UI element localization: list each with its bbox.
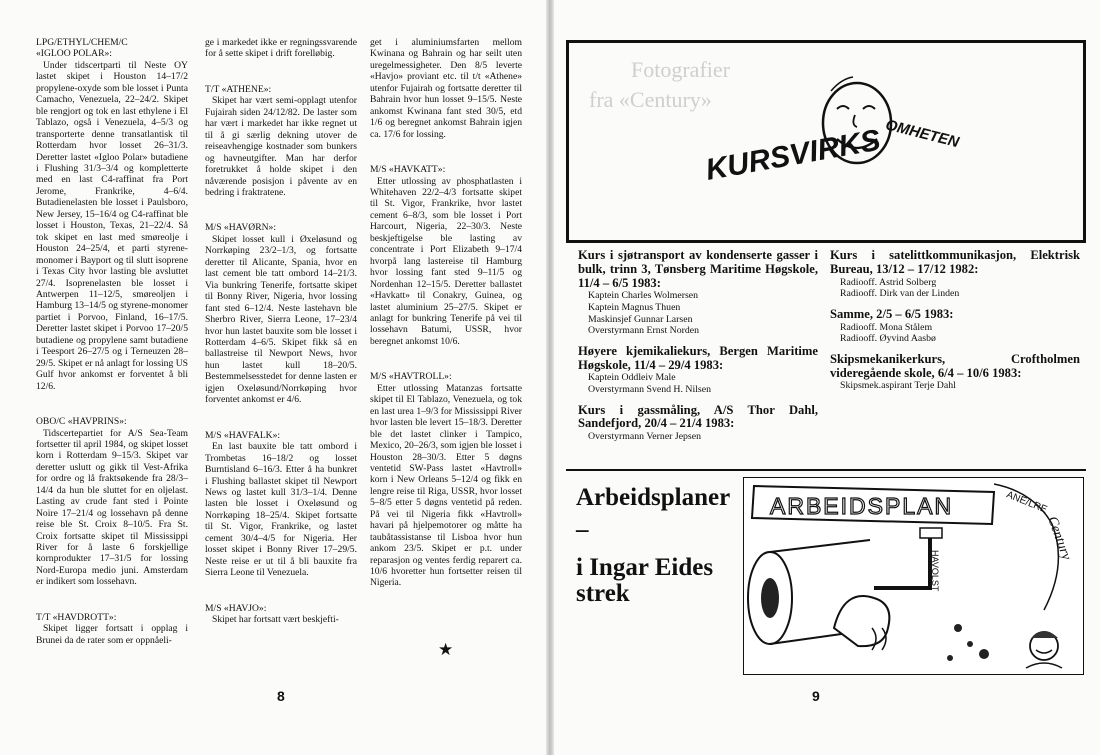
article-body: Etter utlossing av phosphatlasten i Whitehaven 22/2–4/3 fortsatte skipet til St. Vigor, Frankrike, hvor lastet cement 6–8/3, som ble losset i Port Harcourt, Nigeria, 22–30/3. Neste beskjeftigelse ble lasting av concentrate i Port Elizabeth 9–17/4 hvorpå lang lastereise til Hamburg hvor lossing fant sted 9–11/5 og Nordenhan 12–15/5. Deretter ballastet «Havkatt» til Conakry, Guinea, og lastet aluminium 25–27/5. Skipet er anlagt for bunkring Tenerife på vei til lossehavn Batumi, USSR, hvor beregnet ankomst 10/6.	[370, 175, 522, 347]
course-participant: Radiooff. Mona Stålem	[840, 321, 933, 333]
banner-box	[566, 40, 1086, 240]
page-number-right: 9	[812, 688, 820, 704]
kursvirksomheten-logo	[569, 43, 1083, 240]
course-entry	[830, 308, 1080, 345]
course-participant: Overstyrmann Ernst Norden	[588, 325, 700, 337]
article-body: Skipet har vært semi-opplagt utenfor Fujairah siden 24/12/82. De laster som har vært i markedet har ikke regnet ut til å gi særlig dekning utover de reiseavhengige kostnader som bunkers og havneutgifter. Man har derfor foretrukket å holde skipet i den nåværende posisjon i påvente av en bedring i fraktratene.	[205, 95, 357, 198]
article	[370, 371, 522, 589]
course-list-right	[830, 249, 1080, 400]
feature-title-line-3: strek	[576, 580, 630, 607]
logo-word: KURSVIRKS	[703, 123, 883, 187]
feature-title	[576, 485, 732, 607]
article	[370, 37, 522, 140]
course-entry	[578, 249, 818, 337]
article-body: Skipet har fortsatt vært beskjefti-	[212, 614, 339, 626]
faded-photo-text-1: Fotografier	[631, 57, 730, 82]
course-title: Kurs i sjøtransport av kondenserte gasser i bulk, trinn 3, Tønsberg Maritime Høgskole, 11/4 – 6/5 1983:	[578, 248, 818, 290]
article-heading: «IGLOO POLAR»:	[36, 48, 112, 60]
section-divider	[566, 469, 1086, 471]
course-participant: Radiooff. Dirk van der Linden	[840, 288, 960, 300]
course-title: Høyere kjemikaliekurs, Bergen Maritime Høgskole, 11/4 – 29/4 1983:	[578, 343, 818, 372]
article-heading: M/S «HAVFALK»:	[205, 429, 281, 441]
article-body: En last bauxite ble tatt ombord i Trombetas 16–18/2 og losset Burntisland 6–16/3. Etter å ha bunkret i Flushing ballastet skipet til Newport News og lastet kull 31/3–1/4. Denne lasten ble losset i Oxeløsund og Norrkøping 18–25/4. Skipet fortsatte til St. Vigor, Frankrike, og lastet cement 30/4–4/5 for Nigeria. Her losset skipet i Bonny River 17–29/5. Neste reise er ut til å bli bauxite fra Sierra Leone til Venezuela.	[205, 441, 357, 579]
course-participant: Kaptein Charles Wolmersen	[588, 290, 699, 302]
article-heading: M/S «HAVTROLL»:	[370, 371, 452, 383]
article-heading: T/T «ATHENE»:	[205, 83, 272, 95]
article-body: ge i markedet ikke er regningssvarende for å sette skipet i drift forelløbig.	[205, 37, 357, 60]
text-column-3	[370, 37, 522, 613]
cartoon-century-text: Century	[1044, 514, 1074, 563]
course-participant: Overstyrmann Verner Jepsen	[588, 431, 701, 443]
article	[205, 430, 357, 579]
book-spine	[546, 0, 554, 755]
article	[205, 222, 357, 405]
banner-rule	[566, 240, 1086, 243]
feature-title-dash: –	[576, 516, 589, 543]
course-title: Skipsmekanikerkurs, Croftholmen videregående skole, 6/4 – 10/6 1983:	[830, 351, 1080, 380]
end-star-icon: ★	[438, 640, 454, 659]
course-participant: Radiooff. Astrid Solberg	[840, 276, 937, 288]
cartoon-sign-text: ARBEIDSPLAN	[770, 493, 954, 519]
article-heading: M/S «HAVKATT»:	[370, 164, 446, 176]
course-title: Kurs i satelittkommunikasjon, Elektrisk Bureau, 13/12 – 17/12 1982:	[830, 248, 1080, 276]
article-body: Skipet losset kull i Øxeløsund og Norrkøping 23/2–1/3, og fortsatte deretter til Alicante, Spania, hvor en last cement ble tatt ombord 14–21/3. Via bunkring Tenerife, fortsatte skipet til Bonny River, Nigeria, hvor lossing fant sted 6–12/4. Neste lastehavn ble Sherbro River, Sierra Leone, 17–23/4 hvor hun lastet bauxite som ble losset i Rotterdam 4–6/5. Skipet fikk så en ballastreise til Newport News, hvor hun lastet kull 18–20/5. Bestemmelsesstedet for denne lasten er igjen Oxeløsund/Norrkøping hvor forventet ankomst er 4/6.	[205, 233, 357, 406]
cartoon-tap-label: HAVOLST	[930, 550, 940, 592]
course-participant: Radiooff. Øyvind Aasbø	[840, 333, 936, 345]
feature-title-line-2: i Ingar Eides	[576, 554, 714, 581]
course-participant: Kaptein Magnus Thuen	[588, 301, 681, 313]
text-column-2	[205, 37, 357, 649]
course-participant: Maskinsjef Gunnar Larsen	[588, 313, 693, 325]
cartoon-tag-text: ANE/LRE	[1004, 489, 1049, 516]
course-entry	[578, 404, 818, 443]
article	[205, 84, 357, 199]
article-body: Skipet ligger fortsatt i opplag i Brunei da de rater som er oppnåeli-	[36, 623, 188, 646]
logo-suffix: OMHETEN	[883, 116, 961, 152]
cartoon-drawing	[744, 478, 1083, 674]
article-heading: OBO/C «HAVPRINS»:	[36, 416, 127, 428]
article	[36, 37, 188, 392]
article-heading: M/S «HAVØRN»:	[205, 222, 276, 234]
article	[205, 603, 357, 626]
article-body: Tidscertepartiet for A/S Sea-Team fortsetter til april 1984, og skipet losset korn i Rotterdam 9–15/3. Skipet var deretter uslutt og gikk til Vest-Afrika for ordre og lå fraktsøkende fra 28/3–14/4 da hun ble sluttet for en oljelast. Lasting av crude fant sted i Pointe Noire 17–21/4 og lossehavn på denne reise ble St. Croix 8–10/5. Fra St. Croix fortsatte skipet til Mississippi River for å laste 6 forskjellige kornprodukter 17–31/5 for lossing Nord-Europa medio juni. Amsterdam er indikert som lossehavn.	[36, 427, 188, 588]
article-body: Etter utlossing Matanzas fortsatte skipet til El Tablazo, Venezuela, og tok en last urea 1–9/3 for Mississippi River hvor lasten ble levert 15–18/3. Deretter ble det lastet clinker i Tampico, Mexico, 20–26/3, som igjen ble losset i Houston 28–30/3. Etter 5 døgns ventetid SW-Pass lastet «Havtroll» korn i New Orleans 5–12/4 og fikk en lengre reise til Riga, USSR, hvor losset 5–8/5 etter 5 døgns ventetid på reden. På vei til Nigeria fikk «Havtroll» havari på hjelpemotorer og måtte ha taubåtassistanse til Lisboa hvor hun ankom 23/5. Skipet er p.t. under reparasjon og ventes ferdig reparert ca. 10/6 hvoretter hun fortsetter reisen til Nigeria.	[370, 382, 522, 589]
feature-title-line-1: Arbeidsplaner	[576, 484, 731, 511]
course-entry	[578, 345, 818, 396]
course-participant: Overstyrmann Svend H. Nilsen	[588, 383, 711, 395]
course-title: Samme, 2/5 – 6/5 1983:	[830, 306, 954, 321]
article-body: Under tidscertparti til Neste OY lastet skipet i Houston 14–17/2 propylene-oxyde som ble losset i Punta Camacho, Venezuela, 22–24/2. Skipet ble rengjort og tok en last ethylene i El Tablazo, også i Venezuela, 4–5/3 og transporterte denne transatlantisk til Rotterdam hvor losset 26–31/3. Deretter lastet «Igloo Polar» butadiene i Flushing 31/3–3/4 og kompletterte med en last C4-raffinat fra Port Jerome, Frankrike, 4–6/4. Butadienelasten ble losset i Paulsboro, New Jersey, 15–16/4 og C4-raffinat ble losset i Houston, Texas, 21–22/4. Så tok skipet en last med smøreolje i Houston 24–25/4, et parti styrene-monomer i Bayport og til slutt isoprene i Texas City hvor lasting ble avsluttet 27/4. Isoprenelasten ble losset i Antwerpen 11–12/5, smøreoljen i Hamburg 13–14/5 og styrene-monomer partiet i Porvoo, Finland, 16–17/5. Deretter lastet skipet i Porvoo 17–20/5 butadiene og propylene samt butadiene i Teesport 26–27/5 og i Terneuzen 28–29/5. Skipet er nå anlagt for lossing US Gulf hvor ankomst er forventet å bli 12/6.	[36, 59, 188, 392]
article-heading: M/S «HAVJO»:	[205, 602, 267, 614]
article	[36, 416, 188, 588]
article	[370, 164, 522, 347]
course-participant: Skipsmek.aspirant Terje Dahl	[840, 380, 956, 392]
faded-photo-text-2: fra «Century»	[589, 87, 712, 112]
article-heading: T/T «HAVDROTT»:	[36, 611, 117, 623]
course-entry	[830, 353, 1080, 392]
cartoon-illustration	[743, 477, 1084, 675]
course-list-left	[578, 249, 818, 451]
course-entry	[830, 249, 1080, 300]
course-title: Kurs i gassmåling, A/S Thor Dahl, Sandefjord, 20/4 – 21/4 1983:	[578, 402, 818, 431]
page-number-left: 8	[277, 688, 285, 704]
course-participant: Kaptein Oddleiv Male	[588, 372, 676, 384]
text-column-1	[36, 37, 188, 670]
article-body: get i aluminiumsfarten mellom Kwinana og Bahrain og har seilt uten uregelmessigheter. Den 8/5 leverte «Havjo» proviant etc. til t/t «Athene» utenfor Fujairah og fortsatte deretter til Bahrain hvor hun losset 9–15/5. Neste ankomst Kwinana fant sted 30/5, etd 1/6 og beregnet ankomst Bahrain igjen ca. 17/6 for lossing.	[370, 37, 522, 140]
article-heading: LPG/ETHYL/CHEM/C	[36, 37, 128, 48]
article	[205, 37, 357, 60]
article	[36, 612, 188, 646]
